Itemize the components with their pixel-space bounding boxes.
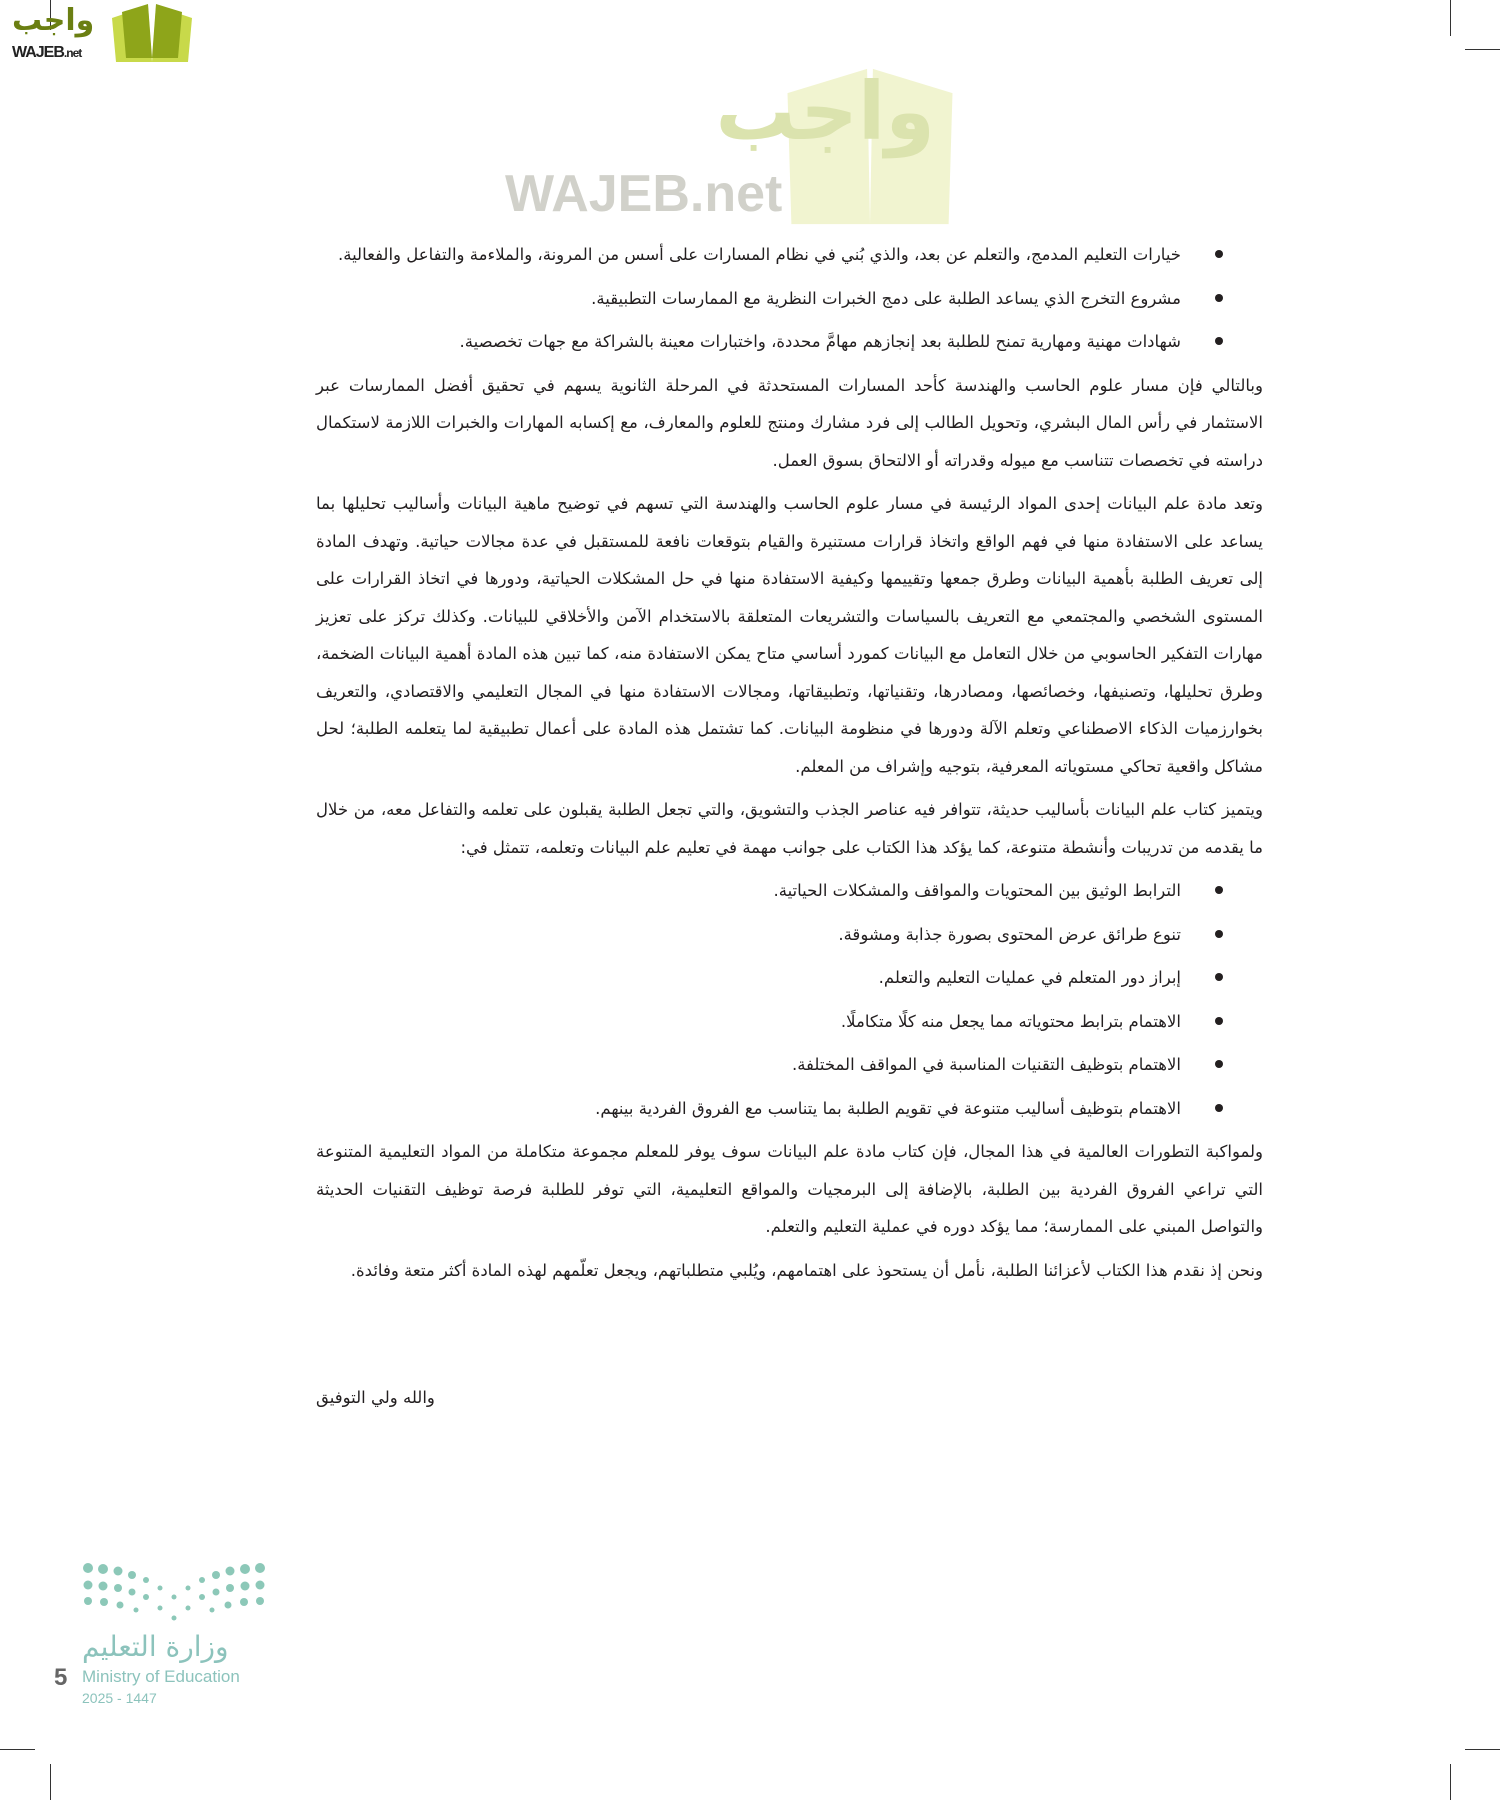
- list-item: خيارات التعليم المدمج، والتعلم عن بعد، والذي بُني في نظام المسارات على أسس من المرونة، والملاءمة والتفاعل والفعالية.: [316, 236, 1263, 274]
- watermark-latin: WAJEB.net: [505, 165, 783, 223]
- crop-mark: [1450, 0, 1451, 36]
- ministry-dots-icon: [82, 1562, 267, 1624]
- list-item: إبراز دور المتعلم في عمليات التعليم والتعلم.: [316, 959, 1263, 997]
- wajeb-logo[interactable]: [8, 2, 193, 68]
- ministry-english: Ministry of Education: [82, 1667, 240, 1686]
- list-item: الاهتمام بتوظيف التقنيات المناسبة في المواقف المختلفة.: [316, 1046, 1263, 1084]
- list-item: الترابط الوثيق بين المحتويات والمواقف والمشكلات الحياتية.: [316, 872, 1263, 910]
- logo-arabic: واجب: [12, 3, 95, 38]
- ministry-arabic: وزارة التعليم: [82, 1630, 229, 1663]
- list-item: مشروع التخرج الذي يساعد الطلبة على دمج الخبرات النظرية مع الممارسات التطبيقية.: [316, 280, 1263, 318]
- watermark-arabic: واجب: [715, 65, 935, 158]
- list-item: شهادات مهنية ومهارية تمنح للطلبة بعد إنجازهم مهامَّ محددة، واختبارات معينة بالشراكة مع جهات تخصصية.: [316, 323, 1263, 361]
- logo-latin: WAJEB.net: [12, 44, 82, 61]
- crop-mark: [1450, 1764, 1451, 1800]
- crop-mark: [50, 1764, 51, 1800]
- watermark-book-icon: [775, 64, 965, 229]
- list-item: الاهتمام بترابط محتوياته مما يجعل منه كلًا متكاملًا.: [316, 1003, 1263, 1041]
- page-body: [316, 236, 1263, 1417]
- bullet-list-book-aspects: [316, 872, 1263, 1127]
- bullet-list-features: [316, 236, 1263, 361]
- crop-mark: [1465, 49, 1500, 50]
- list-item: تنوع طرائق عرض المحتوى بصورة جذابة ومشوقة.: [316, 916, 1263, 954]
- watermark: [505, 64, 975, 229]
- paragraph: ويتميز كتاب علم البيانات بأساليب حديثة، تتوافر فيه عناصر الجذب والتشويق، والتي تجعل الطلبة يقبلون على تعلمه والتفاعل معه، من خلال ما يقدمه من تدريبات وأنشطة متنوعة، كما يؤكد هذا الكتاب على جوانب مهمة في تعليم علم البيانات وتعلمه، تتمثل في:: [316, 800, 1263, 857]
- crop-mark: [0, 1749, 35, 1750]
- ministry-logo: [82, 1562, 272, 1708]
- list-item: الاهتمام بتوظيف أساليب متنوعة في تقويم الطلبة بما يتناسب مع الفروق الفردية بينهم.: [316, 1090, 1263, 1128]
- paragraph: ونحن إذ نقدم هذا الكتاب لأعزائنا الطلبة، نأمل أن يستحوذ على اهتمامهم، ويُلبي متطلباتهم، ويجعل تعلّمهم لهذه المادة أكثر متعة وفائدة.: [350, 1260, 1263, 1280]
- book-icon: [108, 2, 196, 66]
- signoff: والله ولي التوفيق: [316, 1388, 435, 1407]
- paragraph: وبالتالي فإن مسار علوم الحاسب والهندسة كأحد المسارات المستحدثة في المرحلة الثانوية يسهم في تحقيق أفضل الممارسات عبر الاستثمار في رأس المال البشري، وتحويل الطالب إلى فرد مشارك ومنتج للعلوم والمعارف، مع إكسابه المهارات والخبرات اللازمة لاستكمال دراسته في تخصصات تتناسب مع ميوله وقدراته أو الالتحاق بسوق العمل.: [316, 375, 1263, 470]
- paragraph: ولمواكبة التطورات العالمية في هذا المجال، فإن كتاب مادة علم البيانات سوف يوفر للمعلم مجموعة متكاملة من المواد التعليمية المتنوعة التي تراعي الفروق الفردية بين الطلبة، بالإضافة إلى البرمجيات والمواقع التعليمية، التي توفر للطلبة فرصة توظيف التقنيات الحديثة والتواصل المبني على الممارسة؛ مما يؤكد دوره في عملية التعليم والتعلم.: [316, 1142, 1263, 1236]
- page-number: 5: [54, 1664, 68, 1691]
- paragraph: وتعد مادة علم البيانات إحدى المواد الرئيسة في مسار علوم الحاسب والهندسة التي تسهم في توضيح ماهية البيانات وأساليب تحليلها بما يساعد على الاستفادة منها في فهم الواقع واتخاذ قرارات مستنيرة والقيام بتوقعات نافعة للمستقبل في عدة مجالات حياتية. وتهدف المادة إلى تعريف الطلبة بأهمية البيانات وطرق جمعها وتقييمها وكيفية الاستفادة منها في حل المشكلات الحياتية، ودورها في اتخاذ القرارات على المستوى الشخصي والمجتمعي مع التعريف بالسياسات والتشريعات المتعلقة بالاستخدام الآمن والأخلاقي للبيانات. وكذلك تركز على تعزيز مهارات التفكير الحاسوبي من خلال التعامل مع البيانات كمورد أساسي متاح يمكن الاستفادة منه، كما تبين هذه المادة أهمية البيانات الضخمة، وطرق تحليلها، وتصنيفها، وخصائصها، ومصادرها، وتقنياتها، وتطبيقاتها، ومجالات الاستفادة منها في المجال التعليمي والاقتصادي، والتعريف بخوارزميات الذكاء الاصطناعي وتعلم الآلة ودورها في منظومة البيانات. كما تشتمل هذه المادة على أعمال تطبيقية لما يتعلمه الطلبة؛ لحل مشاكل واقعية تحاكي مستوياته المعرفية، بتوجيه وإشراف من المعلم.: [316, 494, 1263, 776]
- ministry-year: 2025 - 1447: [82, 1690, 157, 1706]
- crop-mark: [1465, 1749, 1500, 1750]
